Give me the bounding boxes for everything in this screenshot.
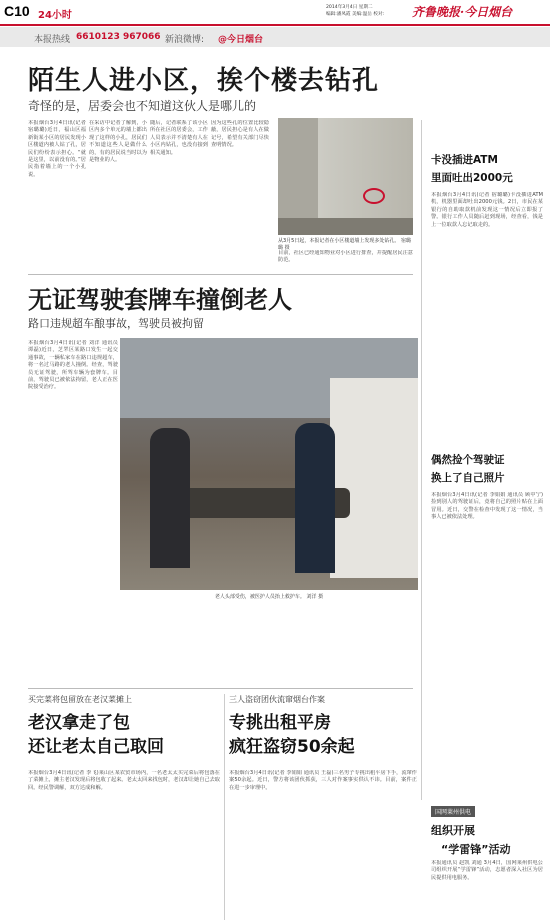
- article1-headline: 陌生人进小区，挨个楼去钻孔: [28, 66, 380, 96]
- hotline-number: 6610123 967066: [76, 32, 161, 42]
- article1-col2: 在采访中记者了解到，小区内多个单元的墙上都出现了这样的小孔，居民们不知道这些人是做什么的，有的居民说当时以为是物业的人。: [89, 120, 147, 164]
- sidebar-headline-4: 换上了自己照片: [431, 472, 505, 484]
- article4-kicker: 三人盗窃团伙流窜烟台作案: [229, 695, 325, 704]
- editor-line: 编辑:潘凤霞 美编:温岳 校对:: [326, 12, 385, 17]
- article2-photo: [120, 338, 418, 590]
- article2-photo-caption: 老人头部受伤，被医护人员抬上救护车。 刘洋 摄: [214, 594, 324, 600]
- brief-headline-2: “学雷锋”活动: [441, 843, 511, 856]
- article2-subhead: 路口违规超车酿事故，驾驶员被拘留: [28, 317, 204, 330]
- article1-bottom-rule: [28, 274, 413, 275]
- section-tag: 24小时: [38, 10, 72, 21]
- article3-headline-1: 老汉拿走了包: [28, 713, 130, 733]
- article4-headline-2: 疯狂盗窃50余起: [229, 737, 355, 757]
- sidebar-headline-3: 偶然捡个驾驶证: [431, 454, 505, 466]
- newspaper-logo: 齐鲁晚报·今日烟台: [412, 5, 513, 19]
- date-line: 2014年3月4日 星期二: [326, 5, 373, 10]
- article3-kicker: 买完菜将包留放在老汉菜摊上: [28, 695, 132, 704]
- article4-headline-1: 专挑出租平房: [229, 713, 331, 733]
- page-header: [0, 0, 550, 22]
- brief-text: 本报通讯员 赵凯 刘通 3月4日，国网莱州供电公司组织开展“学雷锋”活动，志愿者深入社区为居民提供用电服务。: [431, 860, 543, 881]
- article1-subhead: 奇怪的是，居委会也不知道这伙人是哪儿的: [28, 99, 257, 113]
- medic-figure-2: [295, 423, 335, 573]
- article1-col5: 目前，社区已经通知物业对小区进行排查，并提醒居民注意防范。: [278, 250, 413, 264]
- article2-bottom-rule: [28, 688, 413, 689]
- article2-headline: 无证驾驶套牌车撞倒老人: [28, 286, 292, 314]
- sidebar-headline-2: 里面吐出2000元: [431, 172, 513, 184]
- article1-photo: [278, 118, 413, 235]
- article-divider-3-4: [224, 694, 225, 920]
- medic-figure-1: [150, 428, 190, 568]
- floor-strip: [278, 218, 413, 235]
- drill-hole-mark: [363, 188, 385, 204]
- article2-text: 本报烟台3月4日讯(记者 刘洋 通讯员 谭磊)近日，芝罘区某路口发生一起交通事故，一辆私家车在路口违规超车，将一名过马路的老人撞倒。经查，驾驶员无证驾驶，所驾车辆为套牌车。目前，驾驶员已被依法拘留，老人正在医院接受治疗。: [28, 340, 118, 391]
- brief-tag: 国网莱州供电: [431, 806, 475, 817]
- sidebar-text-2: 本报烟台3月4日讯(记者 李娟娟 通讯员 顾中宁)捡到别人的驾驶证后，竟将自己的照片贴在上面冒用。近日，交警在检查中发现了这一情况，当事人已被依法处理。: [431, 492, 543, 521]
- article1-col4: 因为这些孔的位置比较隐蔽，居民担心是有人在做记号，希望有关部门尽快查明情况。: [211, 120, 269, 149]
- article1-photo-caption: 从3月5日起，本报记者在小区楼道墙上发现多处钻孔。 宿璐璐 摄: [278, 238, 411, 251]
- header-rule: [0, 24, 550, 26]
- hotline-label: 本报热线: [34, 35, 71, 45]
- hotline-bar: [0, 27, 550, 47]
- weibo-label: 新浪微博:: [165, 35, 205, 45]
- sidebar-divider: [421, 120, 422, 800]
- weibo-handle: @今日烟台: [218, 35, 264, 45]
- article1-col1: 本报烟台3月4日讯(记者 宿璐璐)近日，福山区福新街某小区的居民发现小区楼道内被人钻了孔，居民们纷纷表示担心。“就是这里，以前没有的。”居民指着墙上的一个小孔说。: [28, 120, 86, 178]
- article1-col3: 随后，记者联系了该小区所在社区的居委会，工作人员表示并不清楚有人在小区内钻孔，也没有接到相关通知。: [150, 120, 208, 156]
- page-code: C10: [4, 3, 30, 19]
- article3-headline-2: 还让老太自己取回: [28, 737, 164, 757]
- article3-text: 本报烟台3月4日讯(记者 李飞)莱山区某农贸市场内，一名老太太买完菜后将包落在了菜摊上，摊主老汉发现后将包收了起来。老太太回来找包时，老汉却让她自己去取回。经民警调解，双方达成和解。: [28, 770, 220, 791]
- sidebar-headline-1: 卡没插进ATM: [431, 154, 498, 166]
- article4-text: 本报烟台3月4日讯(记者 李娟娟 通讯员 王磊)三名男子专挑出租平房下手，流窜作案50余起。近日，警方将该团伙抓获，三人对作案事实供认不讳。目前，案件正在进一步审理中。: [229, 770, 417, 791]
- brief-headline-1: 组织开展: [431, 824, 475, 837]
- sidebar-text: 本报烟台3月4日讯(记者 宿璐璐)卡没插进ATM机，机器里面却吐出2000元钱。2日，市民在某银行的自助取款机前发现这一情况后立即报了警。银行工作人员随后赶到现场，经查看，钱是上一位取款人忘记取走的。: [431, 192, 543, 228]
- ambulance-door: [330, 378, 418, 578]
